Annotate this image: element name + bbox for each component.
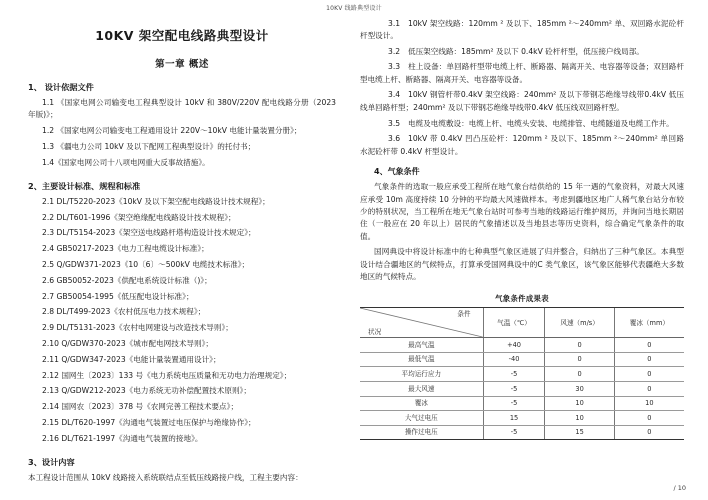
list-item: 2.13 Q/GDW212-2023《电力系统无功补偿配置技术原则》； <box>42 386 251 396</box>
section-heading-standards: 2、主要设计标准、规程和标准 <box>28 181 141 192</box>
cell-ice: 0 <box>614 352 684 367</box>
table-row <box>360 382 684 397</box>
table-row <box>360 367 684 382</box>
cell-wind: 30 <box>545 382 614 397</box>
row-label: 最大风速 <box>360 382 483 397</box>
table-body <box>360 338 684 440</box>
cell-wind: 10 <box>545 396 614 411</box>
section-heading-design-basis: 1、 设计依据文件 <box>28 82 94 93</box>
list-item-text: 10kV 钢管杆带0.4kV 架空线路：240mm² 及以下带钢芯绝缘导线带0.4kV 低压线单回路杆型；240mm² 及以下带钢芯绝缘导线带0.4kV 低压线双回路杆型。 <box>360 90 684 112</box>
list-item: 2.1 DL/T5220-2023《10kV 及以下架空配电线路设计技术规程》； <box>42 196 270 206</box>
table-row <box>360 352 684 367</box>
list-item-tag: 3.5 <box>388 118 401 128</box>
list-item-text: 低压架空线路：185mm² 及以下 0.4kV 砼杆杆型，低压接户线局部。 <box>408 46 644 56</box>
row-label: 操作过电压 <box>360 425 483 440</box>
list-item: 1.3 《疆电力公司 10kV 及以下配网工程典型设计》的托付书； <box>42 141 256 151</box>
table-row <box>360 411 684 426</box>
table-header <box>360 308 684 338</box>
right-column <box>354 14 708 440</box>
list-item: 2.10 Q/GDW370-2023《城市配电网技术导则》； <box>42 339 213 348</box>
row-label: 覆冰 <box>360 396 483 411</box>
row-label: 最高气温 <box>360 338 483 353</box>
page-number: / 10 <box>673 484 686 492</box>
list-item-tag: 3.6 <box>388 134 401 144</box>
list-item-text: 10kV 架空线路：120mm ² 及以下、185mm ²～240mm² 单、双回路水泥砼杆杆型设计。 <box>360 18 684 40</box>
cell-ice: 0 <box>614 411 684 426</box>
list-item: 2.5 Q/GDW371-2023《10〔6〕～500kV 电缆技术标准》； <box>42 260 250 270</box>
list-item-tag: 3.1 <box>388 18 401 28</box>
page-title: 10KV 架空配电线路典型设计 <box>95 28 269 43</box>
cell-temperature: -5 <box>483 367 545 382</box>
list-item <box>360 89 684 114</box>
list-item: 1.4《国家电网公司十八项电网重大反事故措施》。 <box>42 157 210 167</box>
cell-temperature: +40 <box>483 338 545 353</box>
list-item: 2.11 Q/GDW347-2023《电能计量装置通用设计》； <box>42 354 221 364</box>
running-header: 10KV 线路典型设计 <box>326 5 382 12</box>
list-item <box>360 18 684 43</box>
list-item: 2.9 DL/T5131-2023《农村电网建设与改造技术导则》； <box>42 323 233 333</box>
cell-wind: 10 <box>545 411 614 426</box>
cell-ice: 0 <box>614 382 684 397</box>
cell-wind: 0 <box>545 367 614 382</box>
section-heading-design-content: 3、设计内容 <box>28 457 75 468</box>
list-item: 2.8 DL/T499-2023《农村低压电力技术规程》； <box>42 307 206 317</box>
list-item-text: 10kV 带 0.4kV 凹凸压砼杆：120mm ² 及以下、185mm ²～240mm² 单回路水泥砼杆带 0.4kV 杆型设计。 <box>360 134 684 156</box>
table-row <box>360 425 684 440</box>
list-item <box>360 61 684 86</box>
table-col-header-wind: 风速（m/s） <box>545 308 614 338</box>
chapter-title: 第一章 概述 <box>155 59 209 71</box>
list-item: 1.2 《国家电网公司输变电工程通用设计 220V～10kV 电能计量装置分册》； <box>42 126 302 136</box>
page-columns <box>0 14 708 484</box>
row-label: 大气过电压 <box>360 411 483 426</box>
list-item-tag: 3.2 <box>388 46 401 56</box>
list-item <box>360 118 684 130</box>
table-col-header-ice: 覆冰（mm） <box>614 308 684 338</box>
left-column <box>0 14 354 484</box>
cell-wind: 15 <box>545 425 614 440</box>
cell-wind: 0 <box>545 352 614 367</box>
body-paragraph: 国网典设中将设计标准中的七种典型气象区进展了归并整合，归纳出了三种气象区。本典型设计结合疆地区的气候特点，打算承受国网典设中的C 类气象区，该气象区能够代表疆绝大多数地区的气候特点。 <box>360 247 684 282</box>
cell-temperature: -5 <box>483 396 545 411</box>
cell-ice: 10 <box>614 396 684 411</box>
cell-ice: 0 <box>614 338 684 353</box>
list-item: 2.6 GB50052-2023《供配电系统设计标准（)》； <box>42 275 212 285</box>
body-paragraph: 本工程设计范围从 10kV 线路接入系统联结点至低压线路接户线，工程主要内容： <box>28 472 303 482</box>
cell-temperature: 15 <box>483 411 545 426</box>
weather-conditions-table <box>360 307 684 440</box>
list-item: 2.4 GB50217-2023《电力工程电缆设计标准》； <box>42 244 209 254</box>
cell-ice: 0 <box>614 425 684 440</box>
cell-ice: 0 <box>614 367 684 382</box>
list-item-tag: 3.4 <box>388 90 401 100</box>
list-item-text: 电缆及电缆敷设：电缆上杆、电缆头安装、电缆排管、电缆隧道及电缆工作井。 <box>408 118 674 128</box>
cell-temperature: -5 <box>483 425 545 440</box>
list-item: 2.14 国网农〔2023〕378 号《农网完善工程技术要点》； <box>42 402 239 412</box>
list-item-tag: 3.3 <box>388 62 401 72</box>
cell-temperature: -5 <box>483 382 545 397</box>
row-label: 最低气温 <box>360 352 483 367</box>
list-item: 2.7 GB50054-1995《低压配电设计标准》； <box>42 291 194 301</box>
table-corner-label-condition: 条件 <box>457 310 471 319</box>
list-item-text: 柱上设备：单回路杆型带电缆上杆、断路器、隔离开关、电容器等设备；双回路杆型电缆上杆、断路器、隔离开关、电容器等设备。 <box>360 62 684 84</box>
table-corner-label-status: 状况 <box>368 327 382 336</box>
list-item: 2.3 DL/T5154-2023《架空送电线路杆塔构造设计技术规定》； <box>42 228 256 238</box>
section-heading-weather-conditions: 4、气象条件 <box>374 166 420 176</box>
row-label: 平均运行应力 <box>360 367 483 382</box>
list-item: 2.2 DL/T601-1996《架空绝缘配电线路设计技术规程》； <box>42 212 236 222</box>
list-item: 1.1 《国家电网公司输变电工程典型设计 10kV 和 380V/220V 配电线路分册（2023 年版)》； <box>28 98 336 120</box>
list-item: 2.15 DL/T620-1997《沟通电气装置过电压保护与绝缘协作》； <box>42 417 256 427</box>
list-item <box>360 46 684 58</box>
table-row <box>360 396 684 411</box>
list-item: 2.12 国网生〔2023〕133 号《电力系统电压质量和无功电力治理规定》； <box>42 370 292 380</box>
body-paragraph: 气象条件的选取一般应承受工程所在地气象台结供给的 15 年一遇的气象资料，对最大风速应承受 10m 高度持续 10 分钟的平均最大风速做样本。考虑到疆地区地广人稀气象台站分布较少的特别状况，当工程所在地无气象台站时可参考当地的线路运行维护阅历，并询问当地长期居住（一般应在 20 年以上）居民的气象描述以及当地县志等历史资料，综合确定气象条件的取值。 <box>360 182 684 241</box>
table-corner-cell <box>360 308 483 338</box>
table-col-header-temperature: 气温（℃） <box>483 308 545 338</box>
table-row <box>360 338 684 353</box>
list-item <box>360 133 684 158</box>
table-header-row <box>360 308 684 338</box>
table-caption: 气象条件成果表 <box>495 294 549 304</box>
cell-temperature: -40 <box>483 352 545 367</box>
list-item: 2.16 DL/T621-1997《沟通电气装置的接地》。 <box>42 433 203 443</box>
cell-wind: 0 <box>545 338 614 353</box>
